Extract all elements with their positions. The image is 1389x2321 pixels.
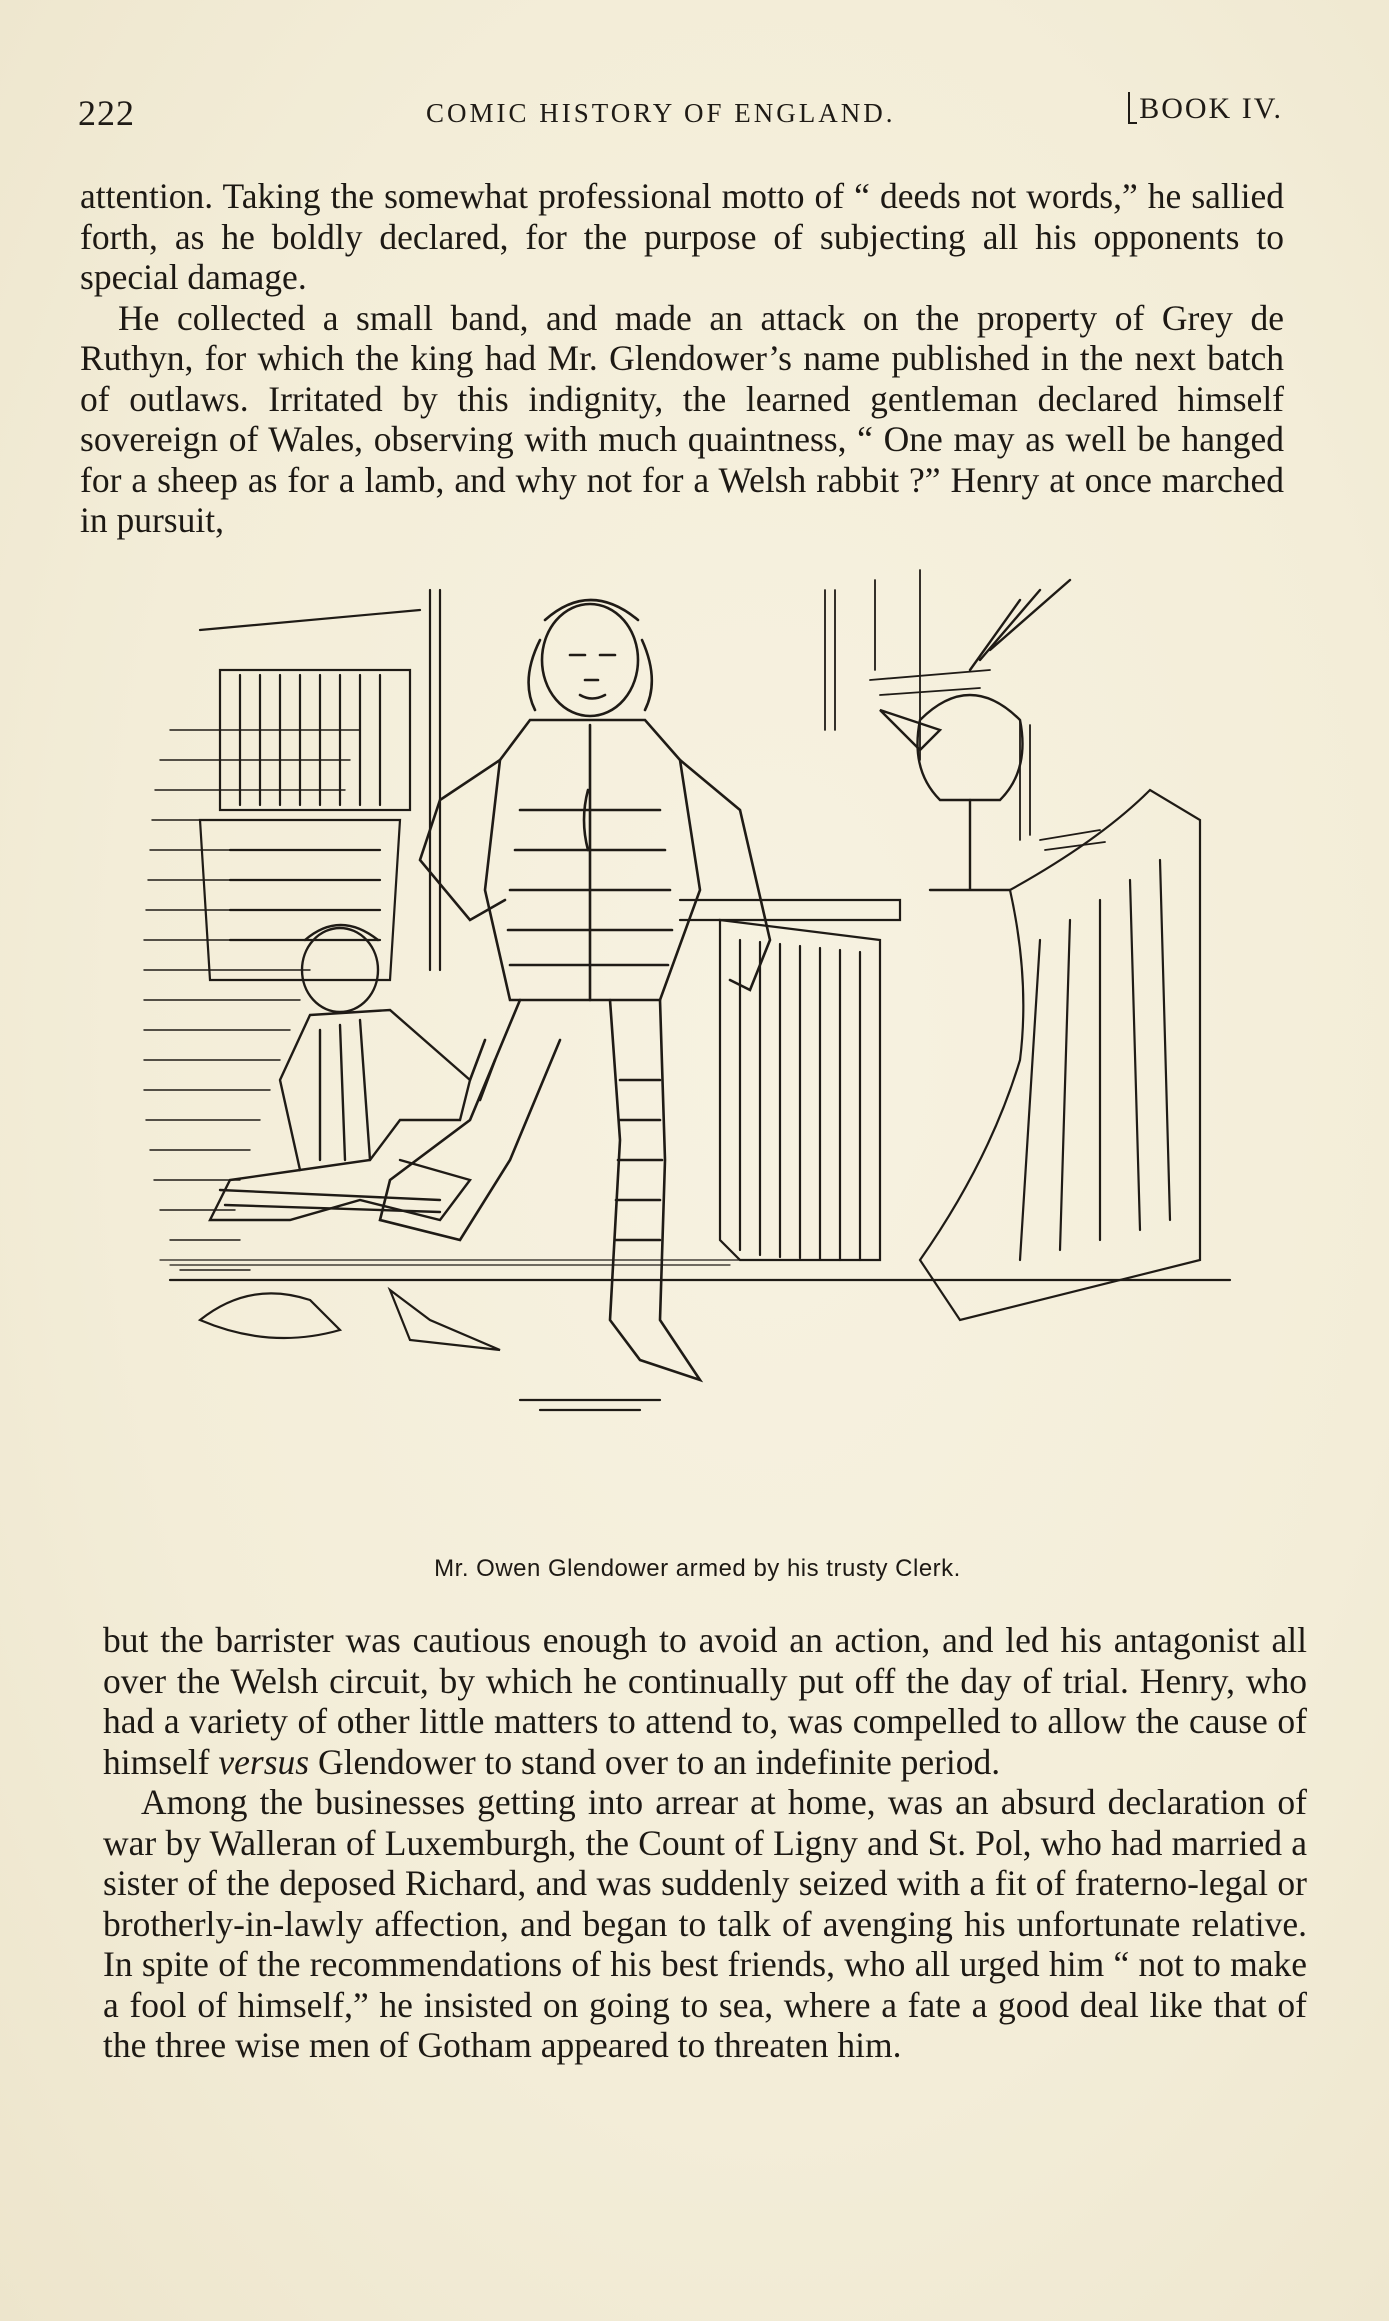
paragraph-1: attention. Taking the somewhat professional motto of “ deeds not words,” he sallied forth, as he boldly declared, for the purpose of subjecting all his opponents to special damage. <box>80 176 1284 297</box>
illustration-caption: Mr. Owen Glendower armed by his trusty Clerk. <box>434 1555 961 1582</box>
armoured-figure <box>380 600 770 1380</box>
floor-items <box>170 1280 1230 1410</box>
bottom-text-block <box>103 1620 1307 2066</box>
paragraph-3-part-2: Glendower to stand over to an indefinite period. <box>309 1741 1001 1782</box>
top-text-block <box>80 176 1284 541</box>
engraving-illustration <box>140 560 1255 1545</box>
window-frame <box>200 590 440 980</box>
paragraph-3 <box>103 1620 1307 1782</box>
book-label: BOOK IV. <box>1139 92 1283 125</box>
paragraph-4: Among the businesses getting into arrear at home, was an absurd declaration of war by Walleran of Luxemburgh, the Count of Ligny and St. Pol, who had married a sister of the deposed Richard, and was suddenly seized with a fit of fraterno-legal or brotherly-in-lawly affection, and began to talk of avenging his unfortunate relative. In spite of the recommendations of his best friends, who all urged him “ not to make a fool of himself,” he insisted on going to sea, where a fate a good deal like that of the three wise men of Gotham appeared to threaten him. <box>103 1782 1307 2065</box>
paragraph-3-part-1: but the barrister was cautious enough to avoid an action, and led his antagonist all over the Welsh circuit, by which he continually put off the day of trial. Henry, who had a variety of other little matters to attend to, was compelled to allow the cause of himself <box>103 1620 1307 1782</box>
desk <box>680 900 900 1260</box>
bracket-mark <box>1128 92 1137 124</box>
floor-hatching <box>160 1260 740 1265</box>
draped-cloth <box>920 790 1200 1320</box>
wall-lines-right <box>825 570 1105 850</box>
italic-versus: versus <box>218 1741 310 1782</box>
running-head <box>78 92 1283 142</box>
paragraph-2: He collected a small band, and made an attack on the property of Grey de Ruthyn, for which the king had Mr. Glendower’s name published in the next batch of outlaws. Irritated by this indignity, the learned gentleman declared himself sovereign of Wales, observing with much quaintness, “ One may as well be hanged for a sheep as for a lamb, and why not for a Welsh rabbit ?” Henry at once marched in pursuit, <box>80 297 1284 540</box>
engraving-drawing <box>140 560 1255 1545</box>
page-number: 222 <box>78 93 135 133</box>
helmet-on-stand <box>880 580 1070 890</box>
running-title: COMIC HISTORY OF ENGLAND. <box>426 98 896 128</box>
book-marker <box>1128 92 1283 126</box>
